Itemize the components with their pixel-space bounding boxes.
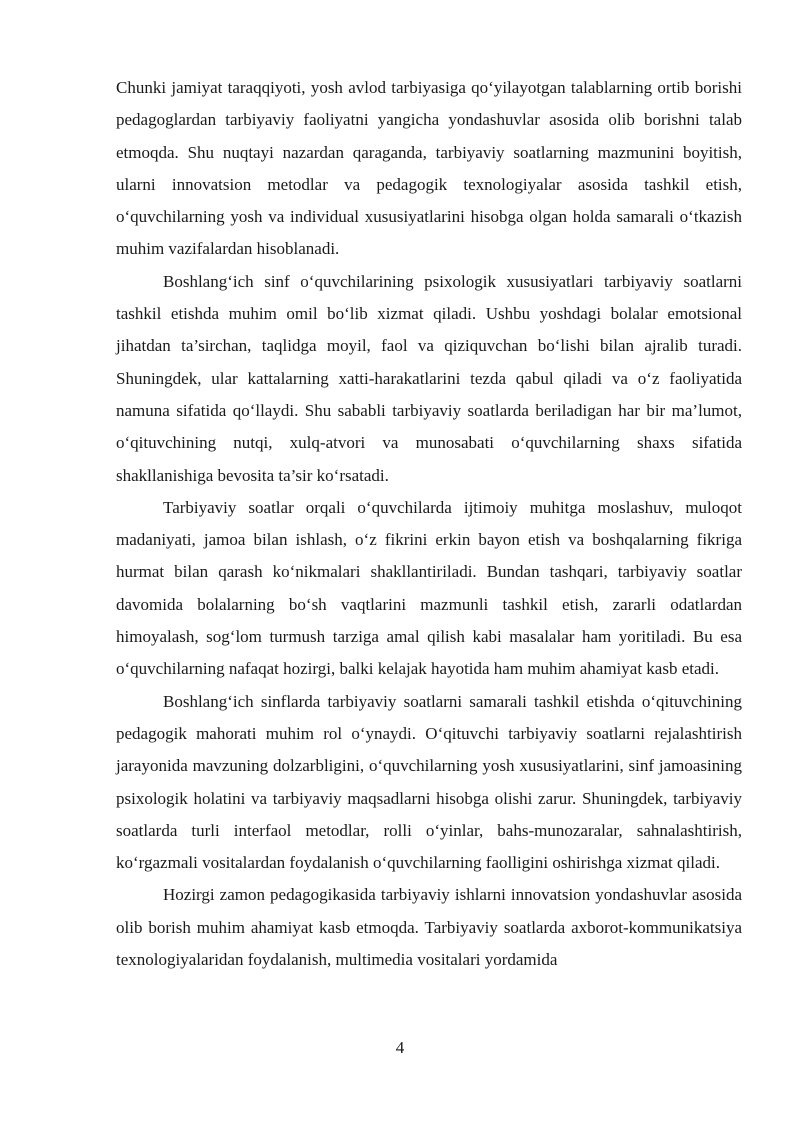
paragraph-2: Boshlang‘ich sinf o‘quvchilarining psixologik xususiyatlari tarbiyaviy soatlarni tashkil etishda muhim omil bo‘lib xizmat qiladi. Ushbu yoshdagi bolalar emotsional jihatdan ta’sirchan, taqlidga moyil, faol va qiziquvchan bo‘lishi bilan ajralib turadi. Shuningdek, ular kattalarning xatti-harakatlarini tezda qabul qiladi va o‘z faoliyatida namuna sifatida qo‘llaydi. Shu sababli tarbiyaviy soatlarda beriladigan har bir ma’lumot, o‘qituvchining nutqi, xulq-atvori va munosabati o‘quvchilarning shaxs sifatida shakllanishiga bevosita ta’sir ko‘rsatadi. bbox=[116, 271, 742, 485]
paragraph-4: Boshlang‘ich sinflarda tarbiyaviy soatlarni samarali tashkil etishda o‘qituvchining pedagogik mahorati muhim rol o‘ynaydi. O‘qituvchi tarbiyaviy soatlarni rejalashtirish jarayonida mavzuning dolzarbligini, o‘quvchilarning yosh xususiyatlarini, sinf jamoasining psixologik holatini va tarbiyaviy maqsadlarni hisobga olishi zarur. Shuningdek, tarbiyaviy soatlarda turli interfaol metodlar, rolli o‘yinlar, bahs-munozaralar, sahnalashtirish, ko‘rgazmali vositalardan foydalanish o‘quvchilarning faolligini oshirishga xizmat qiladi. bbox=[116, 691, 742, 873]
paragraph-3: Tarbiyaviy soatlar orqali o‘quvchilarda ijtimoiy muhitga moslashuv, muloqot madaniyati, jamoa bilan ishlash, o‘z fikrini erkin bayon etish va boshqalarning fikriga hurmat bilan qarash ko‘nikmalari shakllantiriladi. Bundan tashqari, tarbiyaviy soatlar davomida bolalarning bo‘sh vaqtlarini mazmunli tashkil etish, zararli odatlardan himoyalash, sog‘lom turmush tarziga amal qilish kabi masalalar ham yoritiladi. Bu esa o‘quvchilarning nafaqat hozirgi, balki kelajak hayotida ham muhim ahamiyat kasb etadi. bbox=[116, 497, 742, 679]
document-body bbox=[116, 72, 742, 976]
paragraph-5: Hozirgi zamon pedagogikasida tarbiyaviy ishlarni innovatsion yondashuvlar asosida olib borish muhim ahamiyat kasb etmoqda. Tarbiyaviy soatlarda axborot-kommunikatsiya texnologiyalaridan foydalanish, multimedia vositalari yordamida bbox=[116, 885, 742, 970]
paragraph-1: Chunki jamiyat taraqqiyoti, yosh avlod tarbiyasiga qo‘yilayotgan talablarning ortib borishi pedagoglardan tarbiyaviy faoliyatni yangicha yondashuvlar asosida olib borishni talab etmoqda. Shu nuqtayi nazardan qaraganda, tarbiyaviy soatlarning mazmunini boyitish, ularni innovatsion metodlar va pedagogik texnologiyalar asosida tashkil etish, o‘quvchilarning yosh va individual xususiyatlarini hisobga olgan holda samarali o‘tkazish muhim vazifalardan hisoblanadi. bbox=[116, 78, 742, 259]
page-number: 4 bbox=[395, 1038, 405, 1057]
